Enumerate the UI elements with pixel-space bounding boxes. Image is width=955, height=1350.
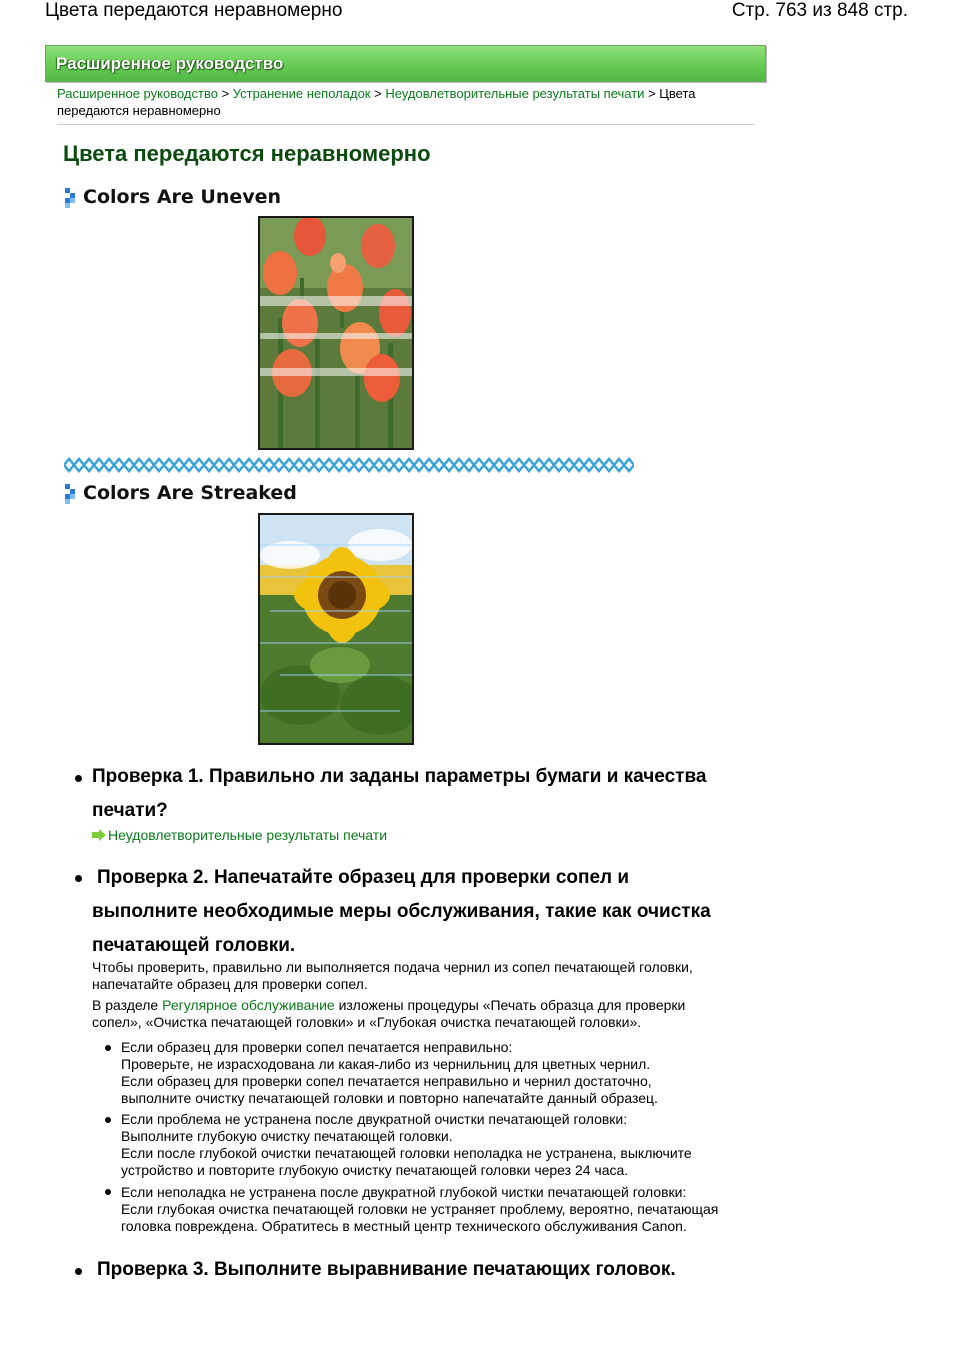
check1-heading-line1: Проверка 1. Правильно ли заданы параметры бумаги и качества (92, 766, 707, 787)
list-bullet (75, 775, 82, 782)
maintenance-item-line: выполните очистку печатающей головки и повторно напечатайте данный образец. (121, 1090, 658, 1106)
maintenance-item-line: Проверьте, не израсходована ли какая-либо из чернильниц для цветных чернил. (121, 1056, 651, 1072)
breadcrumb-link-troubleshooting[interactable]: Устранение неполадок (232, 86, 371, 101)
maintenance-item (121, 1184, 761, 1235)
section-marker-icon (65, 188, 79, 208)
banner-label: Расширенное руководство (56, 54, 284, 73)
maintenance-item-line: Если глубокая очистка печатающей головки не устраняет проблему, вероятно, печатающая (121, 1201, 719, 1217)
decorative-divider (64, 456, 634, 474)
check2-para2-line2: сопел», «Очистка печатающей головки» и «Глубокая очистка печатающей головки». (92, 1014, 642, 1030)
tulips-sample-image (258, 216, 414, 450)
check2-heading-line2: выполните необходимые меры обслуживания, такие как очистка (92, 901, 711, 922)
breadcrumb-link-print-results[interactable]: Неудовлетворительные результаты печати (385, 86, 645, 101)
section-heading-streaked: Colors Are Streaked (83, 482, 297, 504)
check2-heading-line3: печатающей головки. (92, 935, 296, 956)
sub-bullet (105, 1189, 111, 1195)
maintenance-item-line: Выполните глубокую очистку печатающей головки. (121, 1128, 453, 1144)
maintenance-item-line: Если проблема не устранена после двукратной очистки печатающей головки: (121, 1111, 628, 1127)
breadcrumb-link-guide[interactable]: Расширенное руководство (57, 86, 218, 101)
maintenance-item-line: Если образец для проверки сопел печатается неправильно: (121, 1039, 513, 1055)
check1-heading (92, 760, 752, 828)
breadcrumb-current-cont: передаются неравномерно (57, 103, 221, 118)
maintenance-item (121, 1111, 761, 1179)
page-title: Цвета передаются неравномерно (63, 141, 431, 166)
section-heading-uneven: Colors Are Uneven (83, 186, 282, 208)
breadcrumb-current: Цвета (659, 86, 696, 101)
breadcrumb-divider (57, 124, 754, 125)
check2-para1-line1: Чтобы проверить, правильно ли выполняется подача чернил из сопел печатающей головки, (92, 959, 693, 975)
check3-heading: Проверка 3. Выполните выравнивание печатающих головок. (97, 1259, 676, 1280)
maintenance-item-line: устройство и повторите глубокую очистку печатающей головки через 24 часа. (121, 1162, 629, 1178)
maintenance-item-line: Если неполадка не устранена после двукратной глубокой чистки печатающей головки: (121, 1184, 687, 1200)
list-bullet (75, 875, 82, 882)
check2-paragraph-1 (92, 959, 752, 993)
regular-maintenance-link[interactable]: Регулярное обслуживание (162, 997, 335, 1013)
check2-heading (92, 861, 752, 963)
breadcrumb-separator: > (374, 86, 382, 101)
arrow-right-icon (92, 829, 106, 841)
document-title: Цвета передаются неравномерно (45, 0, 343, 21)
check2-para2-prefix: В разделе (92, 997, 159, 1013)
print-results-link[interactable]: Неудовлетворительные результаты печати (108, 827, 388, 843)
check2-paragraph-2 (92, 997, 752, 1031)
breadcrumb-separator: > (221, 86, 230, 101)
section-marker-icon (65, 484, 79, 504)
sub-bullet (105, 1117, 111, 1123)
check2-heading-line1: Проверка 2. Напечатайте образец для проверки сопел и (97, 867, 630, 888)
sub-bullet (105, 1045, 111, 1051)
maintenance-item-line: головка повреждена. Обратитесь в местный центр технического обслуживания Canon. (121, 1218, 687, 1234)
guide-banner (45, 45, 766, 82)
page-counter: Стр. 763 из 848 стр. (731, 0, 908, 21)
check2-para2-suffix: изложены процедуры «Печать образца для проверки (338, 997, 686, 1013)
check1-heading-line2: печати? (92, 800, 168, 821)
sunflower-sample-image (258, 513, 414, 745)
check2-para1-line2: напечатайте образец для проверки сопел. (92, 976, 368, 992)
maintenance-item-line: Если после глубокой очистки печатающей головки неполадка не устранена, выключите (121, 1145, 692, 1161)
breadcrumb-separator: > (648, 86, 656, 101)
maintenance-item (121, 1039, 761, 1107)
breadcrumb (57, 85, 747, 119)
list-bullet (75, 1268, 82, 1275)
maintenance-item-line: Если образец для проверки сопел печатается неправильно и чернил достаточно, (121, 1073, 652, 1089)
